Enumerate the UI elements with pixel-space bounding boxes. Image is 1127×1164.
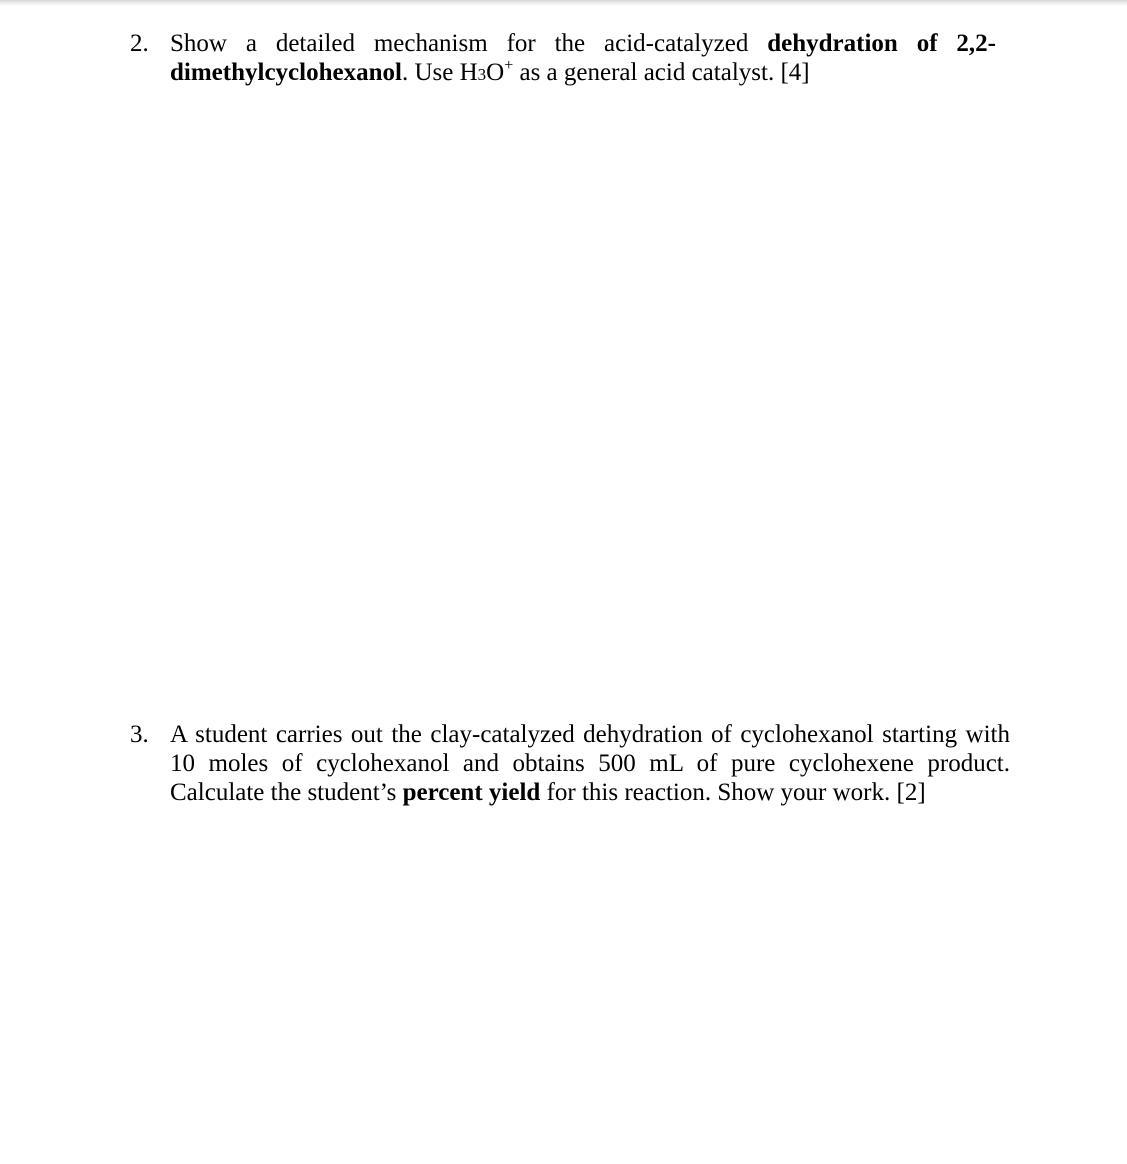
question-2-line-2-text-b: O (486, 59, 505, 86)
question-2-line-1-bold: dehydration of 2,2- (767, 30, 996, 57)
question-2-number: 2. (130, 30, 149, 57)
question-2-line-2-text-a: . Use H (401, 59, 478, 86)
question-3-line-3-text-b: for this reaction. Show your work. [2] (540, 779, 926, 806)
question-2-line-1-text: Show a detailed mechanism for the acid-catalyzed (170, 30, 768, 57)
question-3-number: 3. (130, 721, 149, 748)
question-3-line-3 (170, 778, 1010, 807)
question-2-subscript: 3 (477, 65, 487, 84)
question-2-text (170, 29, 996, 89)
question-3-percent-yield: percent yield (402, 779, 541, 806)
question-2-superscript: + (504, 57, 514, 74)
question-2-line-2 (170, 58, 996, 89)
question-2-line-2-text-c: as a general acid catalyst. [4] (513, 59, 810, 86)
question-3 (130, 720, 1010, 807)
page-top-edge (0, 0, 1127, 6)
question-2-line-1 (170, 29, 996, 58)
question-2 (130, 29, 996, 89)
question-2-compound-name: dimethylcyclohexanol (170, 59, 402, 86)
question-3-text (170, 720, 1010, 807)
question-3-line-1: A student carries out the clay-catalyzed dehydration of cyclohexanol starting with (170, 721, 1010, 748)
question-3-line-2: 10 moles of cyclohexanol and obtains 500 mL of pure cyclohexene product. (170, 750, 1010, 777)
question-3-line-3-text-a: Calculate the student’s (170, 779, 403, 806)
